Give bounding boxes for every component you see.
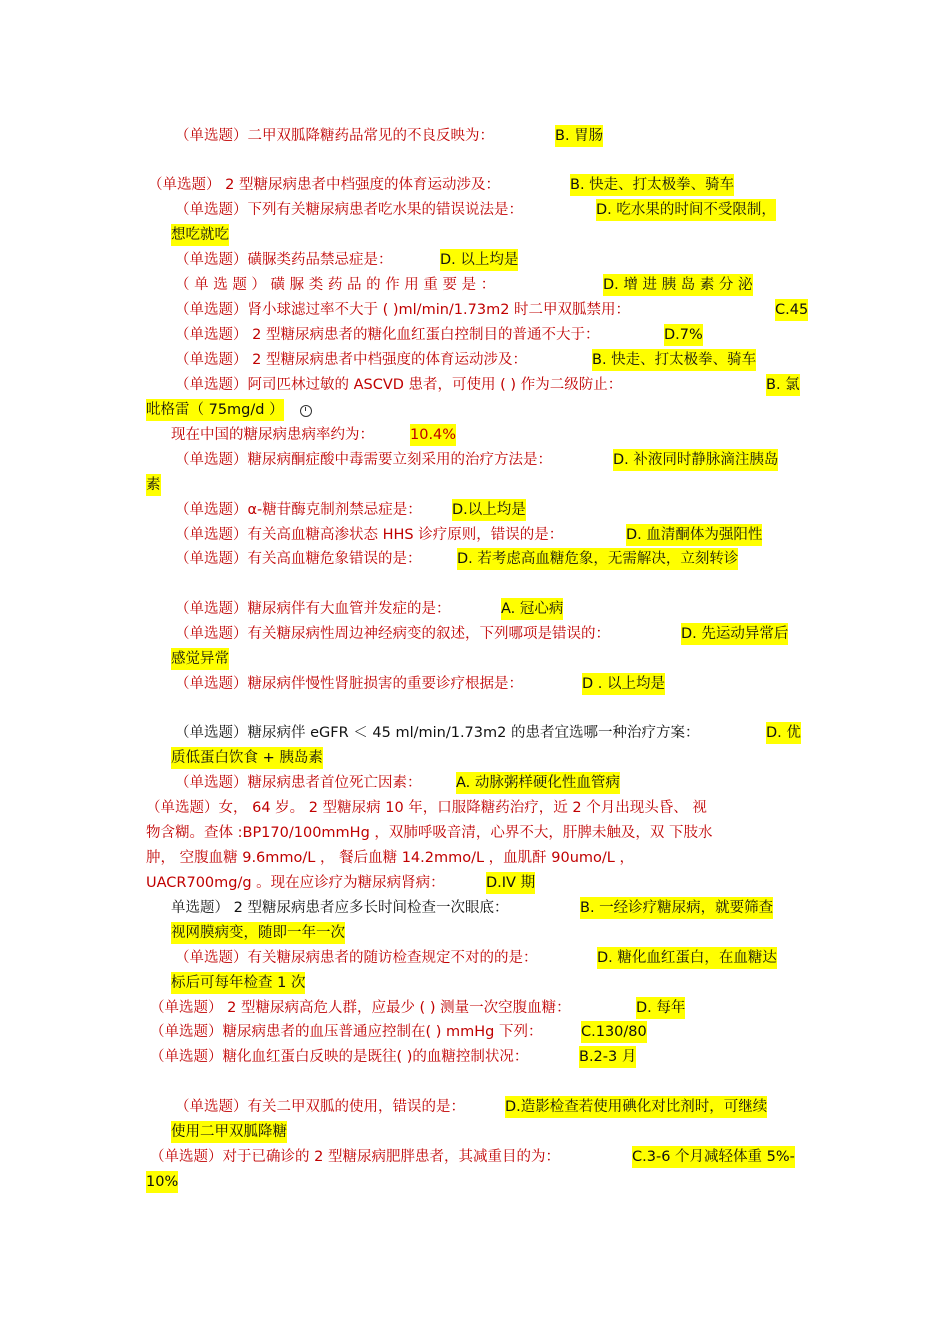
answer-text: C.45 [775,299,808,321]
question-line [0,922,950,946]
question-line [0,947,950,971]
answer-text: 标后可每年检查 1 次 [171,972,305,994]
answer-text: D. 糖化血红蛋白，在血糖达 [597,947,777,969]
question-text: （单选题）有关二甲双胍的使用，错误的是： [175,1099,465,1115]
question-text: （单选题）有关高血糖高渗状态 HHS 诊疗原则，错误的是： [175,527,564,543]
question-text: （单选题）二甲双胍降糖药品常见的不良反映为： [175,128,494,144]
question-line [0,299,950,323]
question-line [0,1096,950,1120]
question-text: （单选题）糖尿病伴慢性肾脏损害的重要诊疗根据是： [175,676,523,692]
question-text: （单选题）有关高血糖危象错误的是： [175,551,422,567]
question-line [0,274,950,298]
question-text: （单选题）糖尿病伴 eGFR ＜ 45 ml/min/1.73m2 的患者宜选哪一种治疗方案： [175,725,700,741]
question-text: （单选题）糖尿病患者的血压普通应控制在( ) mmHg 下列： [150,1024,543,1040]
question-line [0,499,950,523]
question-text: 物含糊。查体 :BP170/100mmHg ，双肺呼吸音清，心界不大，肝脾未触及，双 下肢水 [146,825,713,841]
question-line [0,548,950,572]
question-line [0,474,950,498]
question-text: （单选题）对于已确诊的 2 型糖尿病肥胖患者，其减重目的为： [150,1149,560,1165]
question-line [0,374,950,398]
question-line [0,424,950,448]
question-text: （单选题）糖尿病患者首位死亡因素： [175,775,422,791]
clock-icon [300,405,312,417]
question-line [0,648,950,672]
answer-text: D. 补液同时静脉滴注胰岛 [613,449,778,471]
question-text: 单选题） 2 型糖尿病患者应多长时间检查一次眼底： [171,900,509,916]
question-text: （单选题）女， 64 岁。 2 型糖尿病 10 年，口服降糖药治疗，近 2 个月出现头昏、 视 [146,800,707,816]
question-line [0,524,950,548]
answer-text: D. 每年 [636,997,685,1019]
answer-text: D. 若考虑高血糖危象，无需解决，立刻转诊 [457,548,738,570]
question-line [0,324,950,348]
question-line [0,1021,950,1045]
question-line [0,174,950,198]
answer-text: D.造影检查若使用碘化对比剂时，可继续 [505,1096,767,1118]
question-text: （单选题） 2 型糖尿病高危人群，应最少 ( ) 测量一次空腹血糖： [150,1000,571,1016]
question-line [0,125,950,149]
answer-text: 吡格雷（ 75mg/d ） [146,399,284,421]
question-text: （单选题）α-糖苷酶克制剂禁忌症是： [175,502,422,518]
answer-text: 10.4% [410,424,456,446]
question-text: （单选题）阿司匹林过敏的 ASCVD 患者，可使用 ( ) 作为二级防止： [175,377,623,393]
answer-text: D. 血清酮体为强阳性 [626,524,762,546]
answer-text: D . 以上均是 [582,673,665,695]
question-text: （单选题） 2 型糖尿病患者中档强度的体育运动涉及： [148,177,500,193]
answer-text: 感觉异常 [171,648,229,670]
question-line [0,972,950,996]
question-line [0,1146,950,1170]
question-line [0,872,950,896]
question-line [0,897,950,921]
answer-text: B. 氯 [766,374,800,396]
question-text: （ 单 选 题 ） 磺 脲 类 药 品 的 作 用 重 要 是 ： [175,277,496,293]
answer-text: D.IV 期 [486,872,535,894]
question-text: （单选题）有关糖尿病患者的随访检查规定不对的的是： [175,950,538,966]
question-line [0,349,950,373]
question-line [0,1046,950,1070]
question-text: （单选题）糖尿病酮症酸中毒需要立刻采用的治疗方法是： [175,452,552,468]
question-line [0,449,950,473]
question-text: （单选题）肾小球滤过率不大于 ( )ml/min/1.73m2 时二甲双胍禁用： [175,302,631,318]
question-text: （单选题） 2 型糖尿病患者中档强度的体育运动涉及： [175,352,527,368]
answer-text: D. 增 进 胰 岛 素 分 泌 [603,274,753,296]
answer-text: 素 [146,474,161,496]
question-text: UACR700mg/g 。现在应诊疗为糖尿病肾病： [146,875,445,891]
answer-text: B. 胃肠 [555,125,603,147]
question-text: （单选题）下列有关糖尿病患者吃水果的错误说法是： [175,202,523,218]
question-line [0,847,950,871]
question-line [0,822,950,846]
question-text: 肿， 空腹血糖 9.6mmo/L ， 餐后血糖 14.2mmo/L ，血肌酐 90umo/L ， [146,850,634,866]
answer-text: B. 一经诊疗糖尿病，就要筛查 [580,897,773,919]
answer-text: 想吃就吃 [171,224,229,246]
answer-text: B. 快走、打太极拳、骑车 [592,349,756,371]
answer-text: C.3-6 个月减轻体重 5%- [632,1146,795,1168]
answer-text: B.2-3 月 [579,1046,636,1068]
question-line [0,1171,950,1195]
question-line [0,997,950,1021]
question-text: （单选题）磺脲类药品禁忌症是： [175,252,393,268]
answer-text: 视网膜病变，随即一年一次 [171,922,345,944]
answer-text: C.130/80 [581,1021,647,1043]
answer-text: 质低蛋白饮食 + 胰岛素 [171,747,323,769]
question-text: （单选题）糖化血红蛋白反映的是既往( )的血糖控制状况： [150,1049,529,1065]
answer-text: D. 先运动异常后 [681,623,788,645]
question-line [0,249,950,273]
answer-text: D. 以上均是 [440,249,518,271]
answer-text: D.7% [664,324,703,346]
answer-text: D. 吃水果的时间不受限制， [596,199,776,221]
answer-text: B. 快走、打太极拳、骑车 [570,174,734,196]
question-line [0,747,950,771]
answer-text: 使用二甲双胍降糖 [171,1121,287,1143]
question-line [0,722,950,746]
question-text: （单选题） 2 型糖尿病患者的糖化血红蛋白控制目的普通不大于： [175,327,600,343]
question-text: （单选题）有关糖尿病性周边神经病变的叙述，下列哪项是错误的： [175,626,610,642]
question-text: 现在中国的糖尿病患病率约为： [171,427,374,443]
question-line [0,772,950,796]
question-line [0,224,950,248]
answer-text: 10% [146,1171,178,1193]
answer-text: A. 冠心病 [501,598,563,620]
answer-text: D. 优 [766,722,801,744]
answer-text: A. 动脉粥样硬化性血管病 [456,772,620,794]
question-line [0,623,950,647]
question-line [0,598,950,622]
question-line [0,399,950,423]
question-line [0,673,950,697]
question-line [0,797,950,821]
answer-text: D.以上均是 [452,499,526,521]
question-text: （单选题）糖尿病伴有大血管并发症的是： [175,601,451,617]
question-line [0,199,950,223]
question-line [0,1121,950,1145]
